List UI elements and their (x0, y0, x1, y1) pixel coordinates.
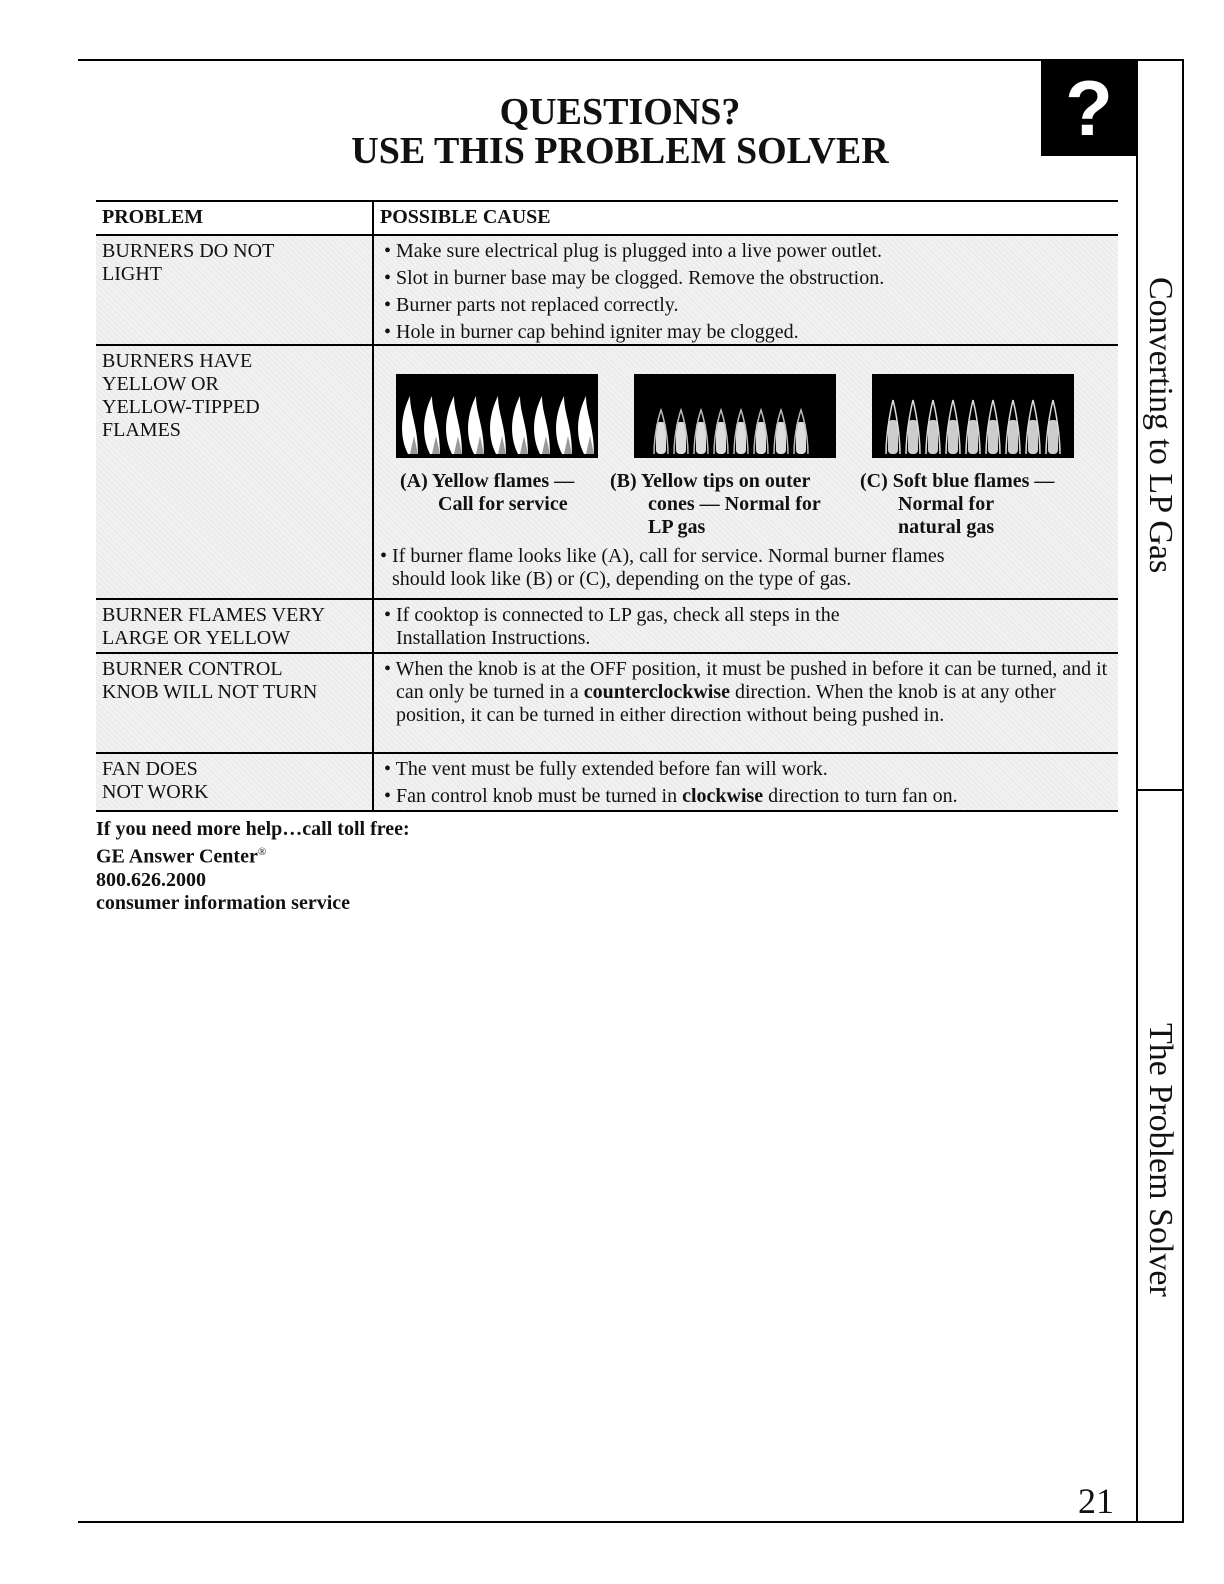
cause-cell (374, 346, 1118, 598)
table-row (96, 236, 1118, 346)
table-row (96, 346, 1118, 600)
help-line (96, 841, 410, 869)
cause-text-part: • Fan control knob must be turned in (384, 785, 683, 807)
caption-a (400, 470, 600, 539)
problem-text: KNOB WILL NOT TURN (102, 681, 318, 703)
problem-text: BURNER FLAMES VERY (102, 604, 326, 626)
table-header (96, 200, 1118, 236)
cause-text: • Slot in burner base may be clogged. Remove the obstruction. (384, 267, 885, 289)
flame-image-c (872, 374, 1074, 458)
header-possible-cause: POSSIBLE CAUSE (380, 206, 551, 228)
cause-text (384, 785, 1110, 808)
help-line: If you need more help…call toll free: (96, 818, 410, 840)
problem-text: FLAMES (102, 419, 181, 441)
cause-cell (374, 600, 1118, 652)
cause-text: • If cooktop is connected to LP gas, check all steps in the Installation Instructions. (384, 604, 840, 649)
problem-cell (96, 236, 374, 344)
yellow-tipped-flames-icon (634, 374, 836, 458)
right-column-rule (1136, 59, 1138, 1523)
cause-text-part: direction. When the knob is at any other position, it can be turned in either direction without being pushed in. (396, 681, 1056, 726)
problem-text: LIGHT (102, 263, 162, 285)
title-line-2: USE THIS PROBLEM SOLVER (351, 130, 889, 172)
problem-cell (96, 654, 374, 752)
help-line: consumer information service (96, 891, 351, 914)
caption-text: LP gas (648, 516, 706, 538)
cause-cell (374, 236, 1118, 344)
caption-b (610, 470, 850, 539)
header-problem: PROBLEM (96, 202, 374, 234)
page-number: 21 (1078, 1481, 1114, 1521)
title-line-1: QUESTIONS? (499, 91, 741, 133)
blue-flames-icon (872, 374, 1074, 458)
side-tab-problem-solver (1140, 960, 1180, 1360)
caption-text: cones — Normal for (648, 493, 821, 515)
bottom-rule (78, 1521, 1184, 1523)
caption-text: Call for service (438, 493, 568, 515)
flame-note: • If burner flame looks like (A), call for service. Normal burner flames should look like (B) or (C), depending on the type of gas. (380, 545, 945, 590)
problem-text: FAN DOES (102, 758, 198, 780)
side-tab-lp-gas-label: Converting to LP Gas (1142, 276, 1179, 574)
problem-table (96, 200, 1118, 812)
caption-text: Normal for (898, 493, 995, 515)
table-row (96, 654, 1118, 754)
cause-cell (374, 654, 1118, 752)
cause-text-bold: clockwise (682, 785, 764, 807)
problem-text: BURNER CONTROL (102, 658, 283, 680)
cause-text-part: • When the knob is at the OFF position, it must be pushed in before it can be turned, and it can only be turned in a (384, 658, 1108, 703)
caption-c (860, 470, 1080, 539)
top-rule (78, 59, 1184, 61)
help-block (96, 818, 410, 915)
table-row (96, 600, 1118, 654)
flame-images (380, 346, 1110, 458)
problem-cell (96, 754, 374, 810)
problem-text: YELLOW-TIPPED (102, 396, 260, 418)
table-row (96, 754, 1118, 812)
flame-captions (380, 458, 1110, 539)
caption-text: (A) Yellow flames — (400, 470, 575, 492)
side-tab-lp-gas (1140, 200, 1180, 650)
problem-text: NOT WORK (102, 781, 209, 803)
cause-text (384, 658, 1110, 727)
problem-text: BURNERS HAVE (102, 350, 253, 372)
cause-text-bold: counterclockwise (583, 681, 730, 703)
caption-text: natural gas (898, 516, 995, 538)
cause-text: • The vent must be fully extended before fan will work. (384, 758, 828, 780)
cause-text: • Make sure electrical plug is plugged into a live power outlet. (384, 240, 882, 262)
flame-image-b (634, 374, 836, 458)
flame-image-a (396, 374, 598, 458)
tab-divider (1136, 789, 1184, 791)
help-phone[interactable]: 800.626.2000 (96, 868, 206, 891)
problem-text: LARGE OR YELLOW (102, 627, 291, 649)
cause-cell (374, 754, 1118, 810)
yellow-flames-icon (396, 374, 598, 458)
cause-text: • Hole in burner cap behind igniter may be clogged. (384, 321, 799, 343)
problem-cell (96, 346, 374, 598)
help-answer-center: GE Answer Center (96, 845, 258, 868)
caption-text: (B) Yellow tips on outer (610, 470, 811, 492)
problem-cell (96, 600, 374, 652)
registered-mark: ® (257, 846, 267, 858)
caption-text: (C) Soft blue flames — (860, 470, 1055, 492)
side-tab-problem-solver-label: The Problem Solver (1142, 1023, 1179, 1297)
cause-text-part: direction to turn fan on. (763, 785, 958, 807)
outer-right-rule (1182, 59, 1184, 1523)
cause-text: • Burner parts not replaced correctly. (384, 294, 679, 316)
problem-text: YELLOW OR (102, 373, 219, 395)
problem-text: BURNERS DO NOT (102, 240, 275, 262)
question-mark-icon: ? (1041, 60, 1137, 156)
